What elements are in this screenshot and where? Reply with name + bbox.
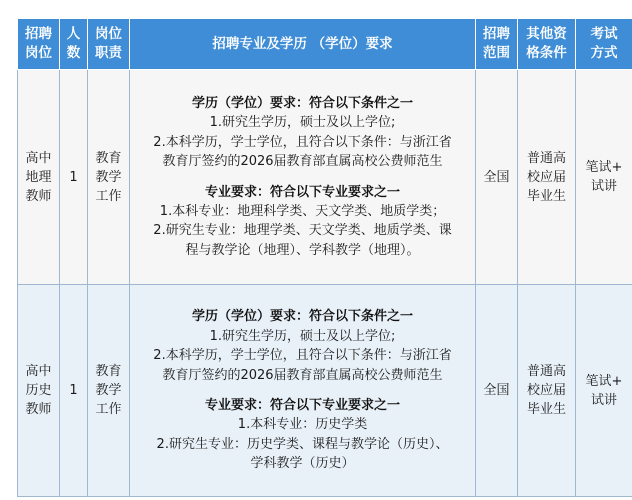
position-line: 历史 [25,383,52,398]
duty-line: 工作 [95,188,122,204]
cell-other [518,70,576,285]
header-scope: 招聘 范围 [476,19,518,70]
cell-exam [576,70,632,285]
edu-title: 学历（学位）要求：符合以下条件之一 [191,95,413,111]
other-line: 毕业生 [526,188,566,204]
table-row [18,70,632,285]
duty-line: 教学 [95,383,122,398]
cell-other [518,285,576,497]
header-position: 招聘 岗位 [18,19,60,70]
exam-line: 试讲 [590,392,617,408]
edu-title: 学历（学位）要求：符合以下条件之一 [191,309,413,325]
cell-position [18,285,60,497]
cell-requirements [130,70,476,285]
edu-line: 2.本科学历，学士学位，且符合以下条件：与浙江省 [153,348,452,364]
edu-line: 2.本科学历，学士学位，且符合以下条件：与浙江省 [153,134,452,150]
major-line: 2.研究生专业：历史学类、课程与教学论（历史）、 [156,436,449,452]
header-other: 其他资 格条件 [518,19,576,70]
cell-number: 1 [60,285,88,497]
exam-line: 试讲 [590,179,617,194]
cell-position [18,70,60,285]
position-line: 教师 [25,402,52,417]
header-duty: 岗位 职责 [88,19,130,70]
cell-number: 1 [60,70,88,285]
position-line: 高中 [25,364,52,379]
table-header-row [18,19,632,70]
cell-scope: 全国 [476,70,518,285]
edu-line: 1.研究生学历，硕士及以上学位; [209,115,396,131]
major-title: 专业要求：符合以下专业要求之一 [204,184,400,200]
cell-requirements [130,285,476,497]
major-title: 专业要求：符合以下专业要求之一 [204,398,400,413]
other-line: 校应届 [526,383,566,398]
table-row [18,285,632,497]
duty-line: 教育 [95,150,122,166]
duty-line: 教学 [95,169,122,185]
header-requirements: 招聘专业及学历 （学位）要求 [130,19,476,70]
other-line: 普通高 [526,150,566,166]
other-line: 校应届 [526,169,566,185]
header-exam: 考试 方式 [576,19,632,70]
recruitment-table [17,18,632,497]
position-line: 教师 [25,188,52,204]
exam-line: 笔试+ [585,373,623,389]
cell-scope: 全国 [476,285,518,497]
major-line: 学科教学（历史） [250,456,355,472]
cell-duty [88,70,130,285]
edu-line: 1.研究生学历，硕士及以上学位; [209,328,396,344]
edu-line: 教育厅签约的2026届教育部直属高校公费师范生 [162,154,443,170]
other-line: 毕业生 [526,402,566,417]
exam-line: 笔试+ [585,160,623,175]
header-number: 人 数 [60,19,88,70]
major-line: 1.本科专业：地理科学类、天文学类、地质学类； [159,203,446,219]
duty-line: 教育 [95,364,122,379]
other-line: 普通高 [526,364,566,379]
major-line: 1.本科专业：历史学类 [237,417,368,433]
duty-line: 工作 [95,402,122,417]
major-line: 2.研究生专业：地理学类、天文学类、地质学类、课 [153,223,452,239]
position-line: 地理 [25,169,52,185]
edu-line: 教育厅签约的2026届教育部直属高校公费师范生 [162,367,443,383]
position-line: 高中 [25,150,52,166]
cell-duty [88,285,130,497]
cell-exam [576,285,632,497]
major-line: 程与教学论（地理）、学科教学（地理）。 [185,242,420,258]
